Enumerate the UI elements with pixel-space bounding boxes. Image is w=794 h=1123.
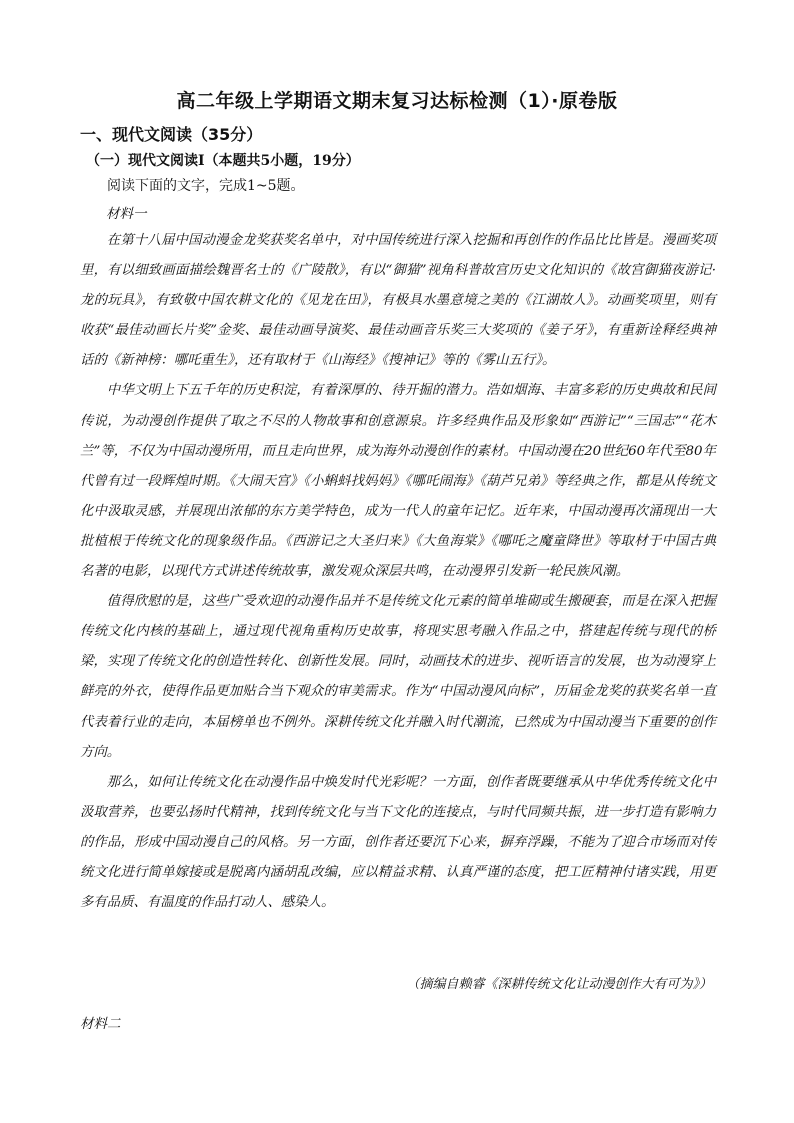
paragraph: 中华文明上下五千年的历史积淀，有着深厚的、待开掘的潜力。浩如烟海、丰富多彩的历史典故和民间传说，为动漫创作提供了取之不尽的人物故事和创意源泉。许多经典作品及形象如“西游记”“三国志”“花木兰”等，不仅为中国动漫所用，而且走向世界，成为海外动漫创作的素材。中国动漫在20世纪60年代至80年代曾有过一段辉煌时期。《大闹天宫》《小蝌蚪找妈妈》《哪吒闹海》《葫芦兄弟》等经典之作，都是从传统文化中汲取灵感，并展现出浓郁的东方美学特色，成为一代人的童年记忆。近年来，中国动漫再次涌现出一大批植根于传统文化的现象级作品。《西游记之大圣归来》《大鱼海棠》《哪吒之魔童降世》等取材于中国古典名著的电影，以现代方式讲述传统故事，激发观众深层共鸣，在动漫界引发新一轮民族风潮。 — [80, 383, 716, 580]
paragraph: 那么，如何让传统文化在动漫作品中焕发时代光彩呢？一方面，创作者既要继承从中华优秀传统文化中汲取营养，也要弘扬时代精神，找到传统文化与当下文化的连接点，与时代同频共振，进一步打造有影响力的作品，形成中国动漫自己的风格。另一方面，创作者还要沉下心来，摒弃浮躁，不能为了迎合市场而对传统文化进行简单嫁接或是脱离内涵胡乱改编，应以精益求精、认真严谨的态度，把工匠精神付诸实践，用更多有品质、有温度的作品打动人、感染人。 — [80, 774, 716, 911]
material-1-label: 材料一 — [106, 206, 147, 222]
section-heading: 一、现代文阅读（35分） — [80, 125, 263, 144]
paragraph: 值得欣慰的是，这些广受欢迎的动漫作品并不是传统文化元素的简单堆砌或生搬硬套，而是在深入把握传统文化内核的基础上，通过现代视角重构历史故事，将现实思考融入作品之中，搭建起传统与现代的桥梁，实现了传统文化的创造性转化、创新性发展。同时，动画技术的进步、视听语言的发展，也为动漫穿上鲜亮的外衣，使得作品更加贴合当下观众的审美需求。作为“中国动漫风向标”，历届金龙奖的获奖名单一直代表着行业的走向，本届榜单也不例外。深耕传统文化并融入时代潮流，已然成为中国动漫当下重要的创作方向。 — [80, 594, 716, 760]
paragraph: 在第十八届中国动漫金龙奖获奖名单中，对中国传统进行深入挖掘和再创作的作品比比皆是。漫画奖项里，有以细致画面描绘魏晋名士的《广陵散》，有以“御猫”视角科普故宫历史文化知识的《故宫御猫夜游记·龙的玩具》，有致敬中国农耕文化的《见龙在田》，有极具水墨意境之美的《江湖故人》。动画奖项里，则有收获“最佳动画长片奖”金奖、最佳动画导演奖、最佳动画音乐奖三大奖项的《姜子牙》，有重新诠释经典神话的《新神榜：哪吒重生》，还有取材于《山海经》《搜神记》等的《雾山五行》。 — [80, 233, 716, 369]
material-2-label: 材料二 — [80, 1016, 121, 1032]
document-title: 高二年级上学期语文期末复习达标检测（1）·原卷版 — [176, 90, 618, 112]
material-1-body — [80, 226, 716, 918]
source-citation: （摘编自赖睿《深耕传统文化让动漫创作大有可为》） — [406, 977, 712, 992]
subsection-heading: （一）现代文阅读Ⅰ（本题共5小题，19分） — [86, 153, 360, 169]
reading-instruction: 阅读下面的文字，完成1~5题。 — [107, 178, 305, 194]
